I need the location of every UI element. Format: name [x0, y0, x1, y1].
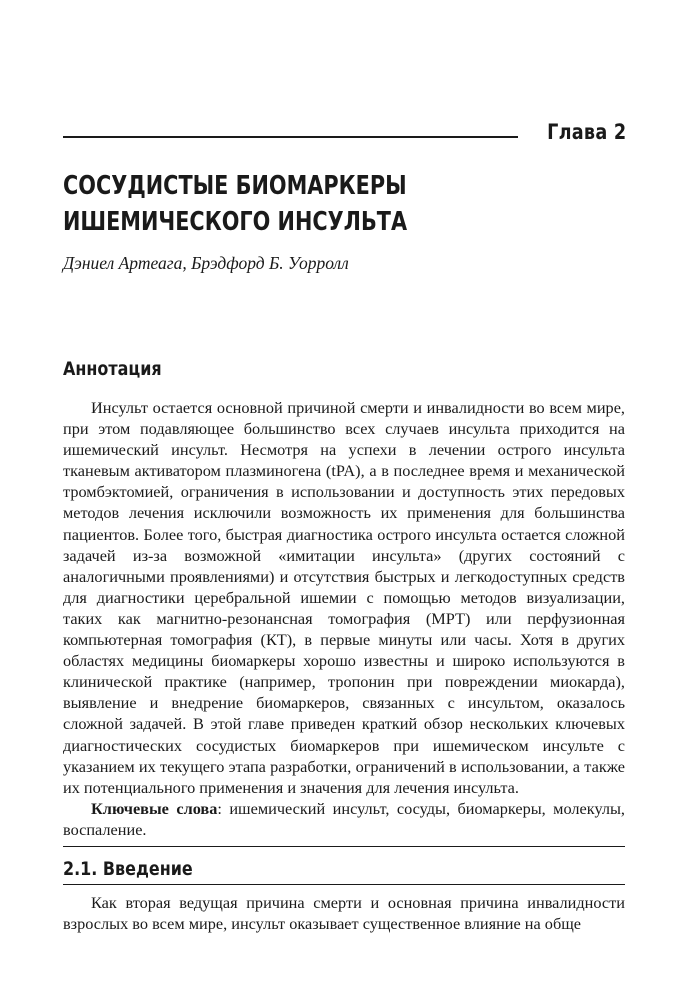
chapter-title-line-2: ИШЕМИЧЕСКОГО ИНСУЛЬТА — [63, 207, 408, 237]
abstract-heading: Аннотация — [63, 358, 162, 380]
chapter-title — [63, 168, 623, 240]
keywords-text: : ишемический инсульт, сосуды, биомаркеры, молекулы, воспаление. — [63, 798, 626, 839]
keywords-label: Ключевые слова — [91, 798, 218, 818]
chapter-rule — [63, 136, 518, 138]
abstract-paragraph: Инсульт остается основной причиной смерти и инвалидности во всем мире, при этом подавляющее большинство всех случаев инсульта приходится на ишемический инсульт. Несмотря на успехи в лечении острого инсульта тканевым активатором плазминогена (tPA), а в последнее время и механической тромбэктомией, ограничения в использовании и доступность этих передовых методов лечения исключили возможность их применения для большинства пациентов. Более того, быстрая диагностика острого инсульта остается сложной задачей из-за возможной «имитации инсульта» (других состояний с аналогичными проявлениями) и отсутствия быстрых и легкодоступных средств для диагностики церебральной ишемии с помощью методов визуализации, таких как магнитно-резонансная томография (МРТ) или перфузионная компьютерная томография (КТ), в первые минуты или часы. Хотя в других областях медицины биомаркеры хорошо известны и широко используются в клинической практике (например, тропонин при повреждении миокарда), выявление и внедрение биомаркеров, связанных с инсультом, оказалось сложной задачей. В этой главе приведен краткий обзор нескольких ключевых диагностических сосудистых биомаркеров при ишемическом инсульте с указанием их текущего этапа разработки, ограничений в использовании, а также их потенциального применения и значения для лечения инсульта. — [63, 398, 625, 797]
authors: Дэниел Артеага, Брэдфорд Б. Уорролл — [63, 253, 349, 273]
chapter-label: Глава 2 — [546, 120, 626, 144]
abstract-body — [63, 397, 625, 840]
introduction-body — [63, 892, 625, 934]
keywords — [63, 798, 625, 840]
introduction-heading: 2.1. Введение — [63, 858, 193, 880]
introduction-paragraph: Как вторая ведущая причина смерти и основная причина инвалидности взрослых во всем мире, инсульт оказывает существенное влияние на обще — [63, 893, 625, 934]
section-rule-top — [63, 846, 625, 847]
section-rule-bottom — [63, 884, 625, 885]
chapter-title-line-1: СОСУДИСТЫЕ БИОМАРКЕРЫ — [63, 171, 407, 201]
